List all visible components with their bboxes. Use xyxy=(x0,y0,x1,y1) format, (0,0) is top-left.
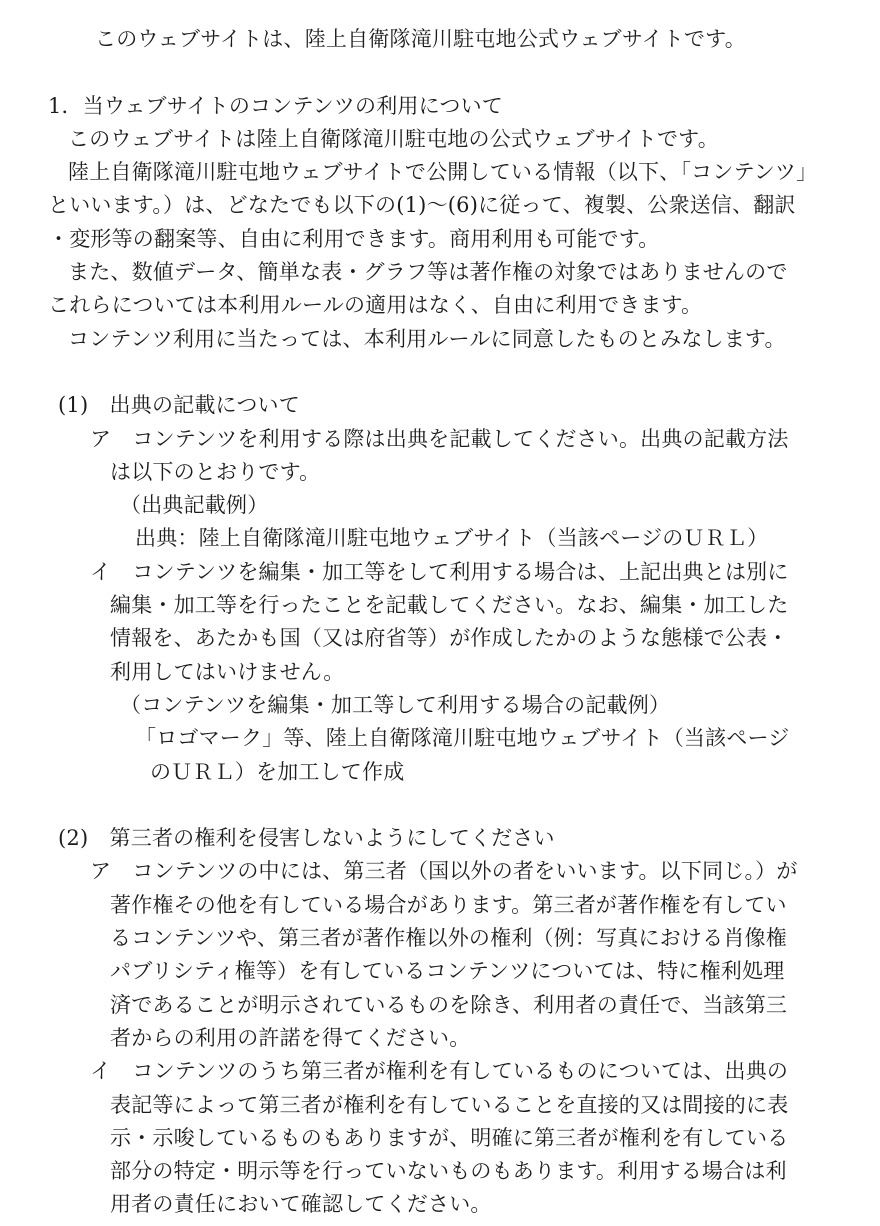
paragraph-line: コンテンツ利用に当たっては、本利用ルールに同意したものとみなします。 xyxy=(68,326,786,351)
section-1-heading: 1．当ウェブサイトのコンテンツの利用について xyxy=(48,93,503,118)
blank-line xyxy=(0,56,880,89)
sub-item-line: 表記等によって第三者が権利を有していることを直接的又は間接的に表 xyxy=(110,1092,789,1117)
example-label: （コンテンツを編集・加工等して利用する場合の記載例） xyxy=(120,692,671,717)
sub-item-line: 示・示唆しているものもありますが、明確に第三者が権利を有している xyxy=(110,1125,789,1150)
paragraph-line: ・変形等の翻案等、自由に利用できます。商用利用も可能です。 xyxy=(48,226,660,251)
sub-item-line: は以下のとおりです。 xyxy=(110,459,321,484)
blank-line xyxy=(0,356,880,389)
item-2-i xyxy=(0,1055,880,1221)
sub-item-line: 利用してはいけません。 xyxy=(110,659,345,684)
sub-item-line: るコンテンツや、第三者が著作権以外の権利（例：写真における肖像権 xyxy=(110,926,787,951)
section-1 xyxy=(0,90,880,356)
item-1-i xyxy=(0,556,880,789)
sub-item-line: パブリシティ権等）を有しているコンテンツについては、特に権利処理 xyxy=(110,959,785,984)
sub-item-line: イ コンテンツのうち第三者が権利を有しているものについては、出典の xyxy=(90,1059,789,1084)
sub-item-line: 済であることが明示されているものを除き、利用者の責任で、当該第三 xyxy=(110,992,788,1017)
paragraph-line: このウェブサイトは陸上自衛隊滝川駐屯地の公式ウェブサイトです。 xyxy=(68,126,719,151)
blank-line xyxy=(0,789,880,822)
sub-item-line: ア コンテンツの中には、第三者（国以外の者をいいます。以下同じ。）が xyxy=(90,859,798,884)
item-1 xyxy=(0,389,880,789)
sub-item-line: イ コンテンツを編集・加工等をして利用する場合は、上記出典とは別に xyxy=(90,559,789,584)
paragraph-line: また、数値データ、簡単な表・グラフ等は著作権の対象ではありませんので xyxy=(68,260,788,285)
item-1-a xyxy=(0,423,880,556)
intro-text: このウェブサイトは、陸上自衛隊滝川駐屯地公式ウェブサイトです。 xyxy=(95,27,746,51)
sub-item-line: 者からの利用の許諾を得てください。 xyxy=(110,1025,471,1050)
sub-item-line: 編集・加工等を行ったことを記載してください。なお、編集・加工した xyxy=(110,593,789,618)
paragraph-line: 陸上自衛隊滝川駐屯地ウェブサイトで公開している情報（以下、「コンテンツ」 xyxy=(68,160,818,185)
example-text: 出典：陸上自衛隊滝川駐屯地ウェブサイト（当該ページのＵＲＬ） xyxy=(135,526,769,551)
paragraph-line: といいます。）は、どなたでも以下の(1)～(6)に従って、複製、公衆送信、翻訳 xyxy=(48,193,796,218)
sub-item-line: ア コンテンツを利用する際は出典を記載してください。出典の記載方法 xyxy=(90,426,789,451)
item-2-a xyxy=(0,855,880,1055)
example-text: のＵＲＬ）を加工して作成 xyxy=(150,759,405,784)
sub-item-line: 用者の責任において確認してください。 xyxy=(110,1192,492,1217)
sub-item-line: 部分の特定・明示等を行っていないものもあります。利用する場合は利 xyxy=(110,1159,787,1184)
sub-item-line: 情報を、あたかも国（又は府省等）が作成したかのような態様で公表・ xyxy=(110,626,789,651)
item-2-heading: (2) 第三者の権利を侵害しないようにしてください xyxy=(58,826,555,851)
example-label: （出典記載例） xyxy=(120,493,269,518)
item-2 xyxy=(0,822,880,1222)
item-1-heading: (1) 出典の記載について xyxy=(58,393,300,418)
paragraph-line: これらについては本利用ルールの適用はなく、自由に利用できます。 xyxy=(48,293,703,318)
example-text: 「ロゴマーク」等、陸上自衛隊滝川駐屯地ウェブサイト（当該ページ xyxy=(135,726,790,751)
sub-item-line: 著作権その他を有している場合があります。第三者が著作権を有してい xyxy=(110,892,787,917)
